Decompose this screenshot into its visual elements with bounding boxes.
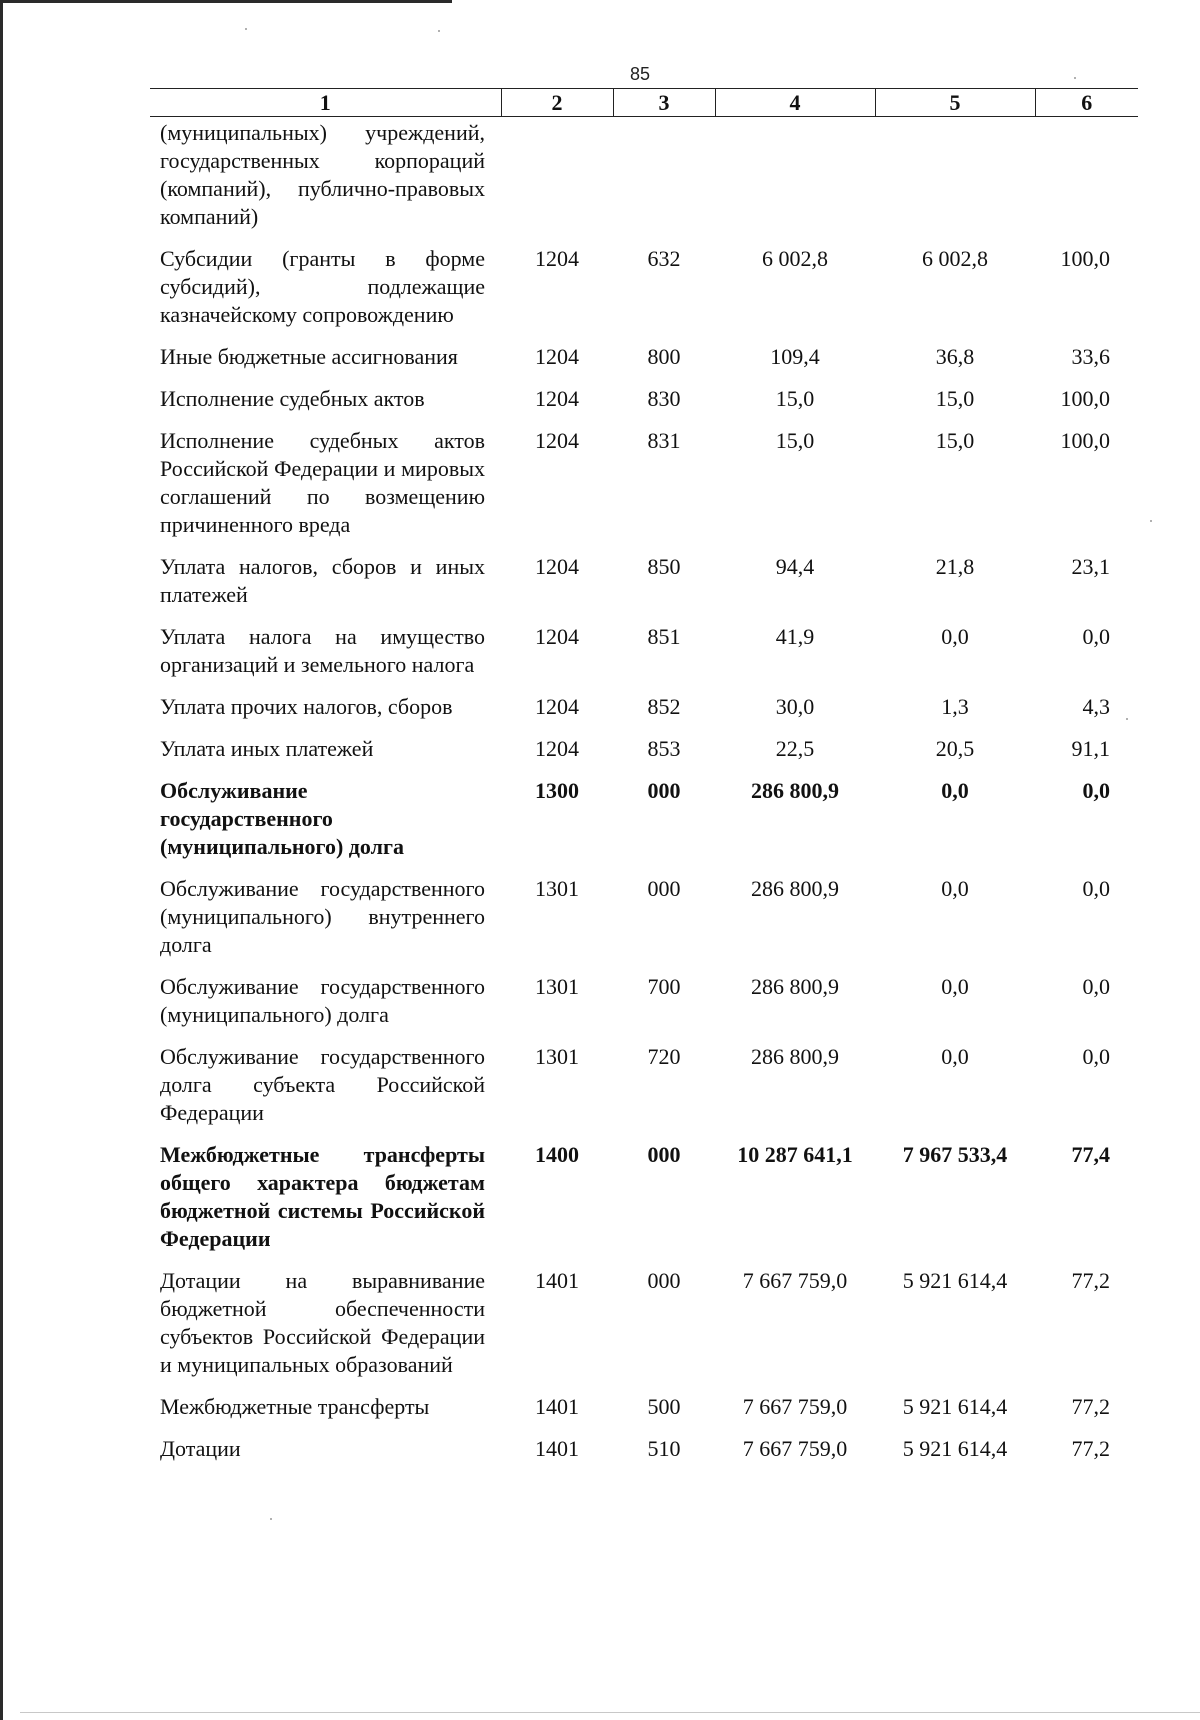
row-execution-percent: 4,3 [1082,694,1110,719]
row-section-code: 1300 [535,778,579,803]
table-row [150,875,1138,973]
row-execution-percent: 77,2 [1071,1268,1110,1293]
row-execution-percent: 77,2 [1071,1436,1110,1461]
row-description: Уплата налогов, сборов и иных платежей [160,554,485,607]
page-number: 85 [629,64,651,84]
row-approved-amount: 15,0 [775,428,815,453]
row-approved-amount: 109,4 [770,344,820,369]
row-section-code: 1401 [535,1268,579,1293]
row-execution-percent: 0,0 [1082,1044,1110,1069]
row-expense-type-code: 510 [647,1436,681,1461]
column-header-1: 1 [150,89,501,117]
table-row [150,427,1138,553]
table-row [150,553,1138,623]
table-row [150,245,1138,343]
scan-speck [270,1518,272,1520]
row-section-code: 1204 [535,344,579,369]
row-description: Дотации [160,1436,241,1461]
row-expense-type-code: 853 [647,736,681,761]
row-description: Уплата налога на имущество организаций и земельного налога [160,624,485,677]
row-expense-type-code: 851 [647,624,681,649]
row-execution-percent: 77,2 [1071,1394,1110,1419]
row-executed-amount: 1,3 [941,694,969,719]
row-executed-amount: 0,0 [941,974,969,999]
row-expense-type-code: 632 [647,246,681,271]
row-expense-type-code [613,117,715,246]
row-approved-amount: 286 800,9 [751,876,839,901]
row-section-code: 1204 [535,554,579,579]
row-execution-percent: 100,0 [1060,428,1110,453]
row-expense-type-code: 000 [647,1142,681,1167]
table-row [150,1435,1138,1477]
column-header-2: 2 [501,89,613,117]
scan-bottom-line [20,1712,1200,1713]
scan-speck [1150,520,1152,522]
row-expense-type-code: 852 [647,694,681,719]
row-approved-amount: 94,4 [775,554,815,579]
column-header-3: 3 [613,89,715,117]
row-section-code: 1204 [535,428,579,453]
row-section-code: 1401 [535,1436,579,1461]
table-row [150,1141,1138,1267]
table-row [150,735,1138,777]
row-executed-amount: 5 921 614,4 [902,1394,1008,1419]
row-section-code: 1301 [535,974,579,999]
row-executed-amount: 15,0 [935,386,975,411]
table-row [150,973,1138,1043]
row-expense-type-code: 850 [647,554,681,579]
table-row [150,1267,1138,1393]
row-approved-amount: 286 800,9 [751,1044,839,1069]
row-approved-amount: 41,9 [775,624,815,649]
row-executed-amount: 6 002,8 [922,246,988,271]
row-approved-amount: 22,5 [775,736,815,761]
row-execution-percent: 0,0 [1082,778,1110,803]
row-expense-type-code: 830 [647,386,681,411]
row-description: Обслуживание государственного (муниципального) долга [160,974,485,1027]
row-section-code: 1400 [535,1142,579,1167]
header-row [150,89,1138,117]
row-execution-percent: 0,0 [1082,876,1110,901]
row-description: Субсидии (гранты в форме субсидий), подлежащие казначейскому сопровождению [160,246,485,327]
row-description: Исполнение судебных актов [160,386,425,411]
row-execution-percent: 100,0 [1060,246,1110,271]
row-approved-amount: 10 287 641,1 [737,1142,853,1167]
row-execution-percent: 100,0 [1060,386,1110,411]
row-section-code: 1204 [535,246,579,271]
row-description: Межбюджетные трансферты [160,1394,430,1419]
row-approved-amount: 30,0 [775,694,815,719]
table-row [150,385,1138,427]
scan-edge-left [0,0,3,1720]
row-executed-amount: 7 967 533,4 [902,1142,1008,1167]
row-execution-percent: 91,1 [1071,736,1110,761]
row-expense-type-code: 500 [647,1394,681,1419]
scan-speck [1074,77,1076,79]
column-header-4: 4 [715,89,875,117]
row-section-code: 1204 [535,386,579,411]
row-description: Исполнение судебных актов Российской Федерации и мировых соглашений по возмещению причиненного вреда [160,428,485,537]
table-row [150,777,1138,875]
scan-speck [245,28,247,30]
row-execution-percent: 0,0 [1082,624,1110,649]
row-section-code: 1301 [535,1044,579,1069]
row-description: Обслуживание государственного долга субъекта Российской Федерации [160,1044,485,1125]
scan-speck [438,30,440,32]
row-approved-amount: 7 667 759,0 [742,1436,848,1461]
row-expense-type-code: 700 [647,974,681,999]
column-header-5: 5 [875,89,1035,117]
row-executed-amount: 5 921 614,4 [902,1268,1008,1293]
row-approved-amount: 286 800,9 [751,778,839,803]
column-header-6: 6 [1035,89,1138,117]
row-approved-amount: 15,0 [775,386,815,411]
row-executed-amount: 0,0 [941,876,969,901]
row-section-code: 1204 [535,736,579,761]
row-executed-amount: 36,8 [935,344,975,369]
row-description: Уплата иных платежей [160,736,374,761]
row-execution-percent: 0,0 [1082,974,1110,999]
row-approved-amount: 6 002,8 [762,246,828,271]
scan-edge-top [0,0,452,3]
row-description: Обслуживание государственного (муниципального) внутреннего долга [160,876,485,957]
row-description: Обслуживание государственного (муниципального) долга [160,778,404,859]
budget-table [150,88,1138,1477]
row-executed-amount: 0,0 [941,624,969,649]
table-row [150,1393,1138,1435]
row-executed-amount [875,117,1035,246]
table-body [150,117,1138,1478]
table-row [150,623,1138,693]
row-expense-type-code: 000 [647,1268,681,1293]
row-section-code: 1301 [535,876,579,901]
row-section-code: 1401 [535,1394,579,1419]
row-executed-amount: 0,0 [941,1044,969,1069]
row-description: Иные бюджетные ассигнования [160,344,458,369]
row-approved-amount: 286 800,9 [751,974,839,999]
row-expense-type-code: 000 [647,778,681,803]
row-approved-amount: 7 667 759,0 [742,1394,848,1419]
row-executed-amount: 20,5 [935,736,975,761]
scan-speck [1126,718,1128,720]
row-description: Дотации на выравнивание бюджетной обеспеченности субъектов Российской Федерации и муниципальных образований [160,1268,485,1377]
row-execution-percent: 23,1 [1071,554,1110,579]
row-section-code [501,117,613,246]
row-description: (муниципальных) учреждений, государственных корпораций (компаний), публично-правовых компаний) [160,120,485,229]
table-row [150,117,1138,246]
row-section-code: 1204 [535,624,579,649]
row-executed-amount: 15,0 [935,428,975,453]
row-expense-type-code: 800 [647,344,681,369]
row-executed-amount: 5 921 614,4 [902,1436,1008,1461]
row-approved-amount [715,117,875,246]
row-execution-percent [1035,117,1138,246]
row-executed-amount: 0,0 [941,778,969,803]
table-row [150,693,1138,735]
table-row [150,343,1138,385]
row-expense-type-code: 000 [647,876,681,901]
row-execution-percent: 77,4 [1071,1142,1110,1167]
row-execution-percent: 33,6 [1071,344,1110,369]
table-row [150,1043,1138,1141]
row-expense-type-code: 720 [647,1044,681,1069]
row-description: Межбюджетные трансферты общего характера бюджетам бюджетной системы Российской Федерации [160,1142,485,1251]
row-executed-amount: 21,8 [935,554,975,579]
row-section-code: 1204 [535,694,579,719]
row-expense-type-code: 831 [647,428,681,453]
row-approved-amount: 7 667 759,0 [742,1268,848,1293]
row-description: Уплата прочих налогов, сборов [160,694,453,719]
